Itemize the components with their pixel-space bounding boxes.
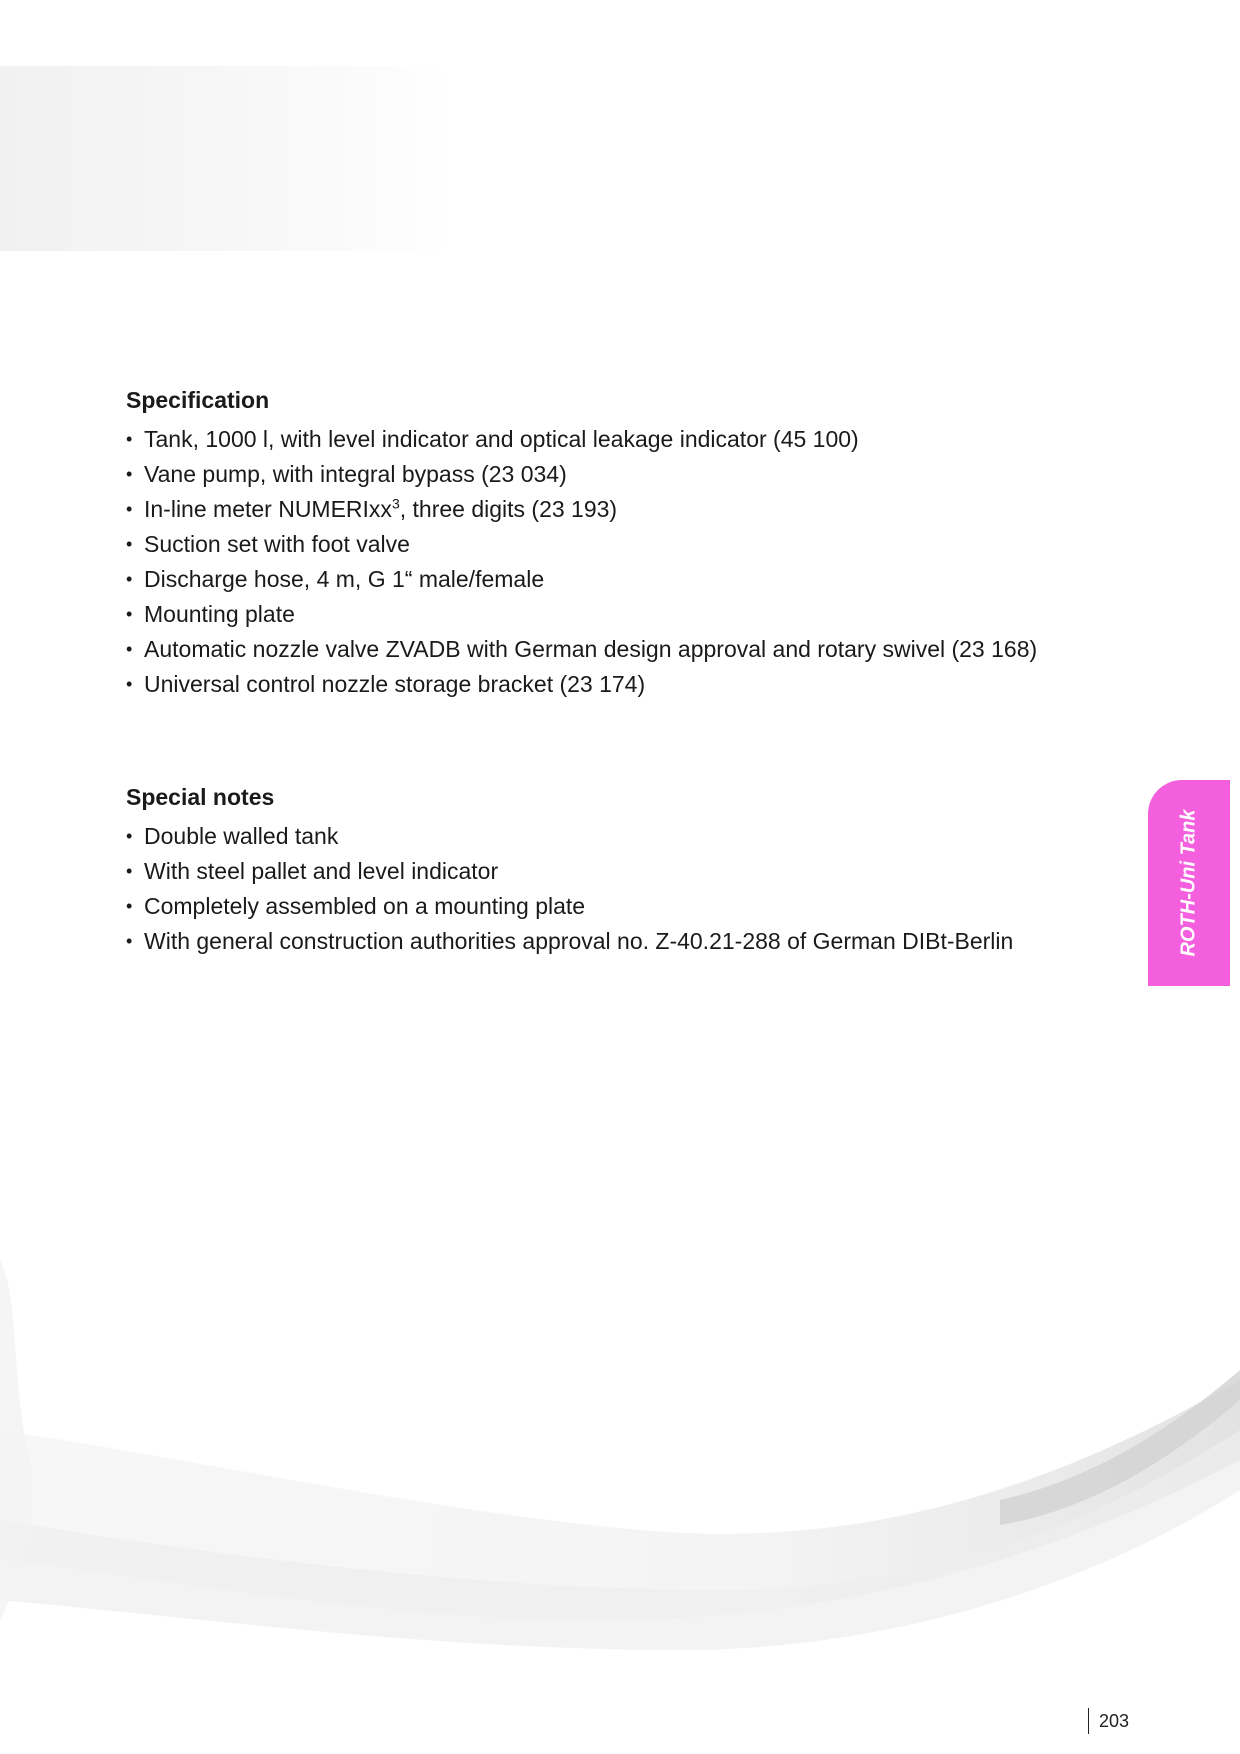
- water-splash-decoration: [0, 1260, 1240, 1700]
- spec-item-vane-pump: • Vane pump, with integral bypass (23 034): [126, 457, 1086, 492]
- special-notes-section: [126, 783, 1086, 959]
- spec-item-tank: • Tank, 1000 l, with level indicator and optical leakage indicator (45 100): [126, 422, 1086, 457]
- spec-item-inline-meter: [126, 492, 1086, 527]
- header-image-panel: [0, 66, 450, 251]
- specification-section: [126, 386, 1086, 702]
- spec-item-nozzle-valve: • Automatic nozzle valve ZVADB with German design approval and rotary swivel (23 168): [126, 632, 1086, 667]
- special-notes-heading: Special notes: [126, 784, 275, 810]
- spec-item-suction-set: • Suction set with foot valve: [126, 527, 1086, 562]
- note-item-double-walled: • Double walled tank: [126, 819, 1086, 854]
- specification-list: [126, 422, 1086, 702]
- spec-item-discharge-hose: • Discharge hose, 4 m, G 1“ male/female: [126, 562, 1086, 597]
- note-item-assembled: • Completely assembled on a mounting plate: [126, 889, 1086, 924]
- main-content: [126, 386, 1086, 959]
- spec-item-inline-meter-sup: 3: [391, 495, 400, 512]
- spec-item-storage-bracket: • Universal control nozzle storage bracket (23 174): [126, 667, 1086, 702]
- specification-heading: Specification: [126, 387, 270, 413]
- note-item-approval: • With general construction authorities approval no. Z-40.21-288 of German DIBt-Berlin: [126, 924, 1086, 959]
- side-tab-label: ROTH-Uni Tank: [1177, 809, 1200, 957]
- page-number: 203: [1088, 1708, 1129, 1734]
- note-item-steel-pallet: • With steel pallet and level indicator: [126, 854, 1086, 889]
- special-notes-list: [126, 819, 1086, 959]
- spec-item-mounting-plate: • Mounting plate: [126, 597, 1086, 632]
- side-tab: [1148, 780, 1230, 986]
- spec-item-inline-meter-post: , three digits (23 193): [399, 496, 618, 522]
- spec-item-inline-meter-pre: In-line meter NUMERIxx: [144, 496, 392, 522]
